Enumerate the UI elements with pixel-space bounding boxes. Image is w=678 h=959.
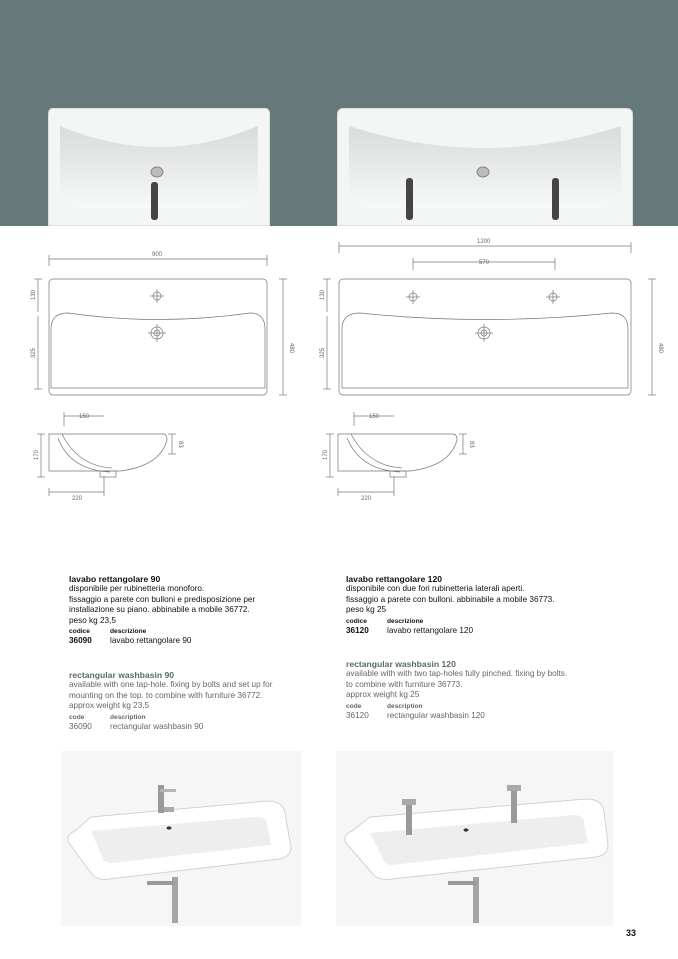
right-line-it-3: peso kg 25 xyxy=(346,605,387,615)
dim-130-left: 130 xyxy=(31,289,37,300)
product-desc: rectangular washbasin 120 xyxy=(387,710,485,720)
dim-220-right: 220 xyxy=(361,496,372,502)
dim-325-right: 325 xyxy=(320,347,326,358)
code-label: codice xyxy=(69,628,90,636)
right-title-it: lavabo rettangolare 120 xyxy=(346,574,443,584)
right-description-en xyxy=(346,659,636,721)
left-line-en-1: available with one tap-hole. fixing by bolts and set up for xyxy=(69,680,273,690)
desc-label: description xyxy=(387,702,423,710)
product-code: 36120 xyxy=(346,710,369,720)
right-line-en-3: approx weight kg 25 xyxy=(346,690,420,700)
desc-label: description xyxy=(110,713,146,721)
left-code-header-en xyxy=(69,714,329,722)
left-line-it-1: disponibile per rubinetteria monoforo. xyxy=(69,584,205,594)
left-description-it xyxy=(69,574,319,646)
product-code: 36120 xyxy=(346,625,369,635)
dim-150-right: 150 xyxy=(369,414,380,420)
left-line-it-2: fissaggio a parete con bulloni e predisposizione per xyxy=(69,594,256,604)
left-line-it-3: installazione su piano. abbinabile a mobile 36772. xyxy=(69,605,250,615)
dim-1200: 1200 xyxy=(477,239,491,245)
dim-325-left: 325 xyxy=(31,347,37,358)
desc-label: descrizione xyxy=(110,628,147,636)
dim-83-right: 83 xyxy=(468,441,474,448)
left-title-en: rectangular washbasin 90 xyxy=(69,670,175,680)
dim-220-left: 220 xyxy=(72,496,83,502)
left-code-header-it xyxy=(69,628,319,636)
washbasin-120-product-photo xyxy=(336,751,613,926)
left-description-en xyxy=(69,670,329,732)
left-line-it-4: peso kg 23,5 xyxy=(69,615,116,625)
dim-130-right: 130 xyxy=(320,289,326,300)
right-line-en-2: to combine with furniture 36773. xyxy=(346,679,463,689)
right-description-it xyxy=(346,574,626,636)
washbasin-90-top-photo xyxy=(48,108,270,226)
dim-480-right: 480 xyxy=(657,343,663,354)
left-code-row-en xyxy=(69,722,329,732)
right-code-header-it xyxy=(346,618,626,626)
washbasin-90-product-photo xyxy=(61,751,301,926)
dim-480-left: 480 xyxy=(288,343,294,354)
left-line-en-2: mounting on the top. to combine with furniture 36772. xyxy=(69,690,263,700)
washbasin-120-top-photo xyxy=(337,108,633,226)
product-desc: rectangular washbasin 90 xyxy=(110,721,204,731)
page-number: 33 xyxy=(626,928,637,938)
product-desc: lavabo rettangolare 90 xyxy=(110,636,192,646)
right-code-row-en xyxy=(346,711,636,721)
product-code: 36090 xyxy=(69,636,92,646)
dim-570: 570 xyxy=(479,260,490,266)
right-title-en: rectangular washbasin 120 xyxy=(346,659,456,669)
dim-150-left: 150 xyxy=(79,414,90,420)
left-code-row-it xyxy=(69,636,319,646)
product-code: 36090 xyxy=(69,721,92,731)
technical-drawings xyxy=(0,226,678,526)
code-label: code xyxy=(346,702,362,710)
dim-170-left: 170 xyxy=(34,449,40,460)
code-label: code xyxy=(69,713,85,721)
left-line-en-3: approx weight kg 23,5 xyxy=(69,701,150,711)
right-line-it-2: fissaggio a parete con bulloni. abbinabile a mobile 36773. xyxy=(346,594,555,604)
code-label: codice xyxy=(346,617,367,625)
right-code-header-en xyxy=(346,703,636,711)
right-line-en-1: available with with two tap-holes fully pinched. fixing by bolts. xyxy=(346,669,568,679)
right-line-it-1: disponibile con due fori rubinetteria laterali aperti. xyxy=(346,584,525,594)
product-desc: lavabo rettangolare 120 xyxy=(387,625,474,635)
right-code-row-it xyxy=(346,626,626,636)
dim-900: 900 xyxy=(152,252,163,258)
dim-83-left: 83 xyxy=(177,441,183,448)
dim-170-right: 170 xyxy=(323,449,329,460)
desc-label: descrizione xyxy=(387,617,424,625)
left-title-it: lavabo rettangolare 90 xyxy=(69,574,161,584)
